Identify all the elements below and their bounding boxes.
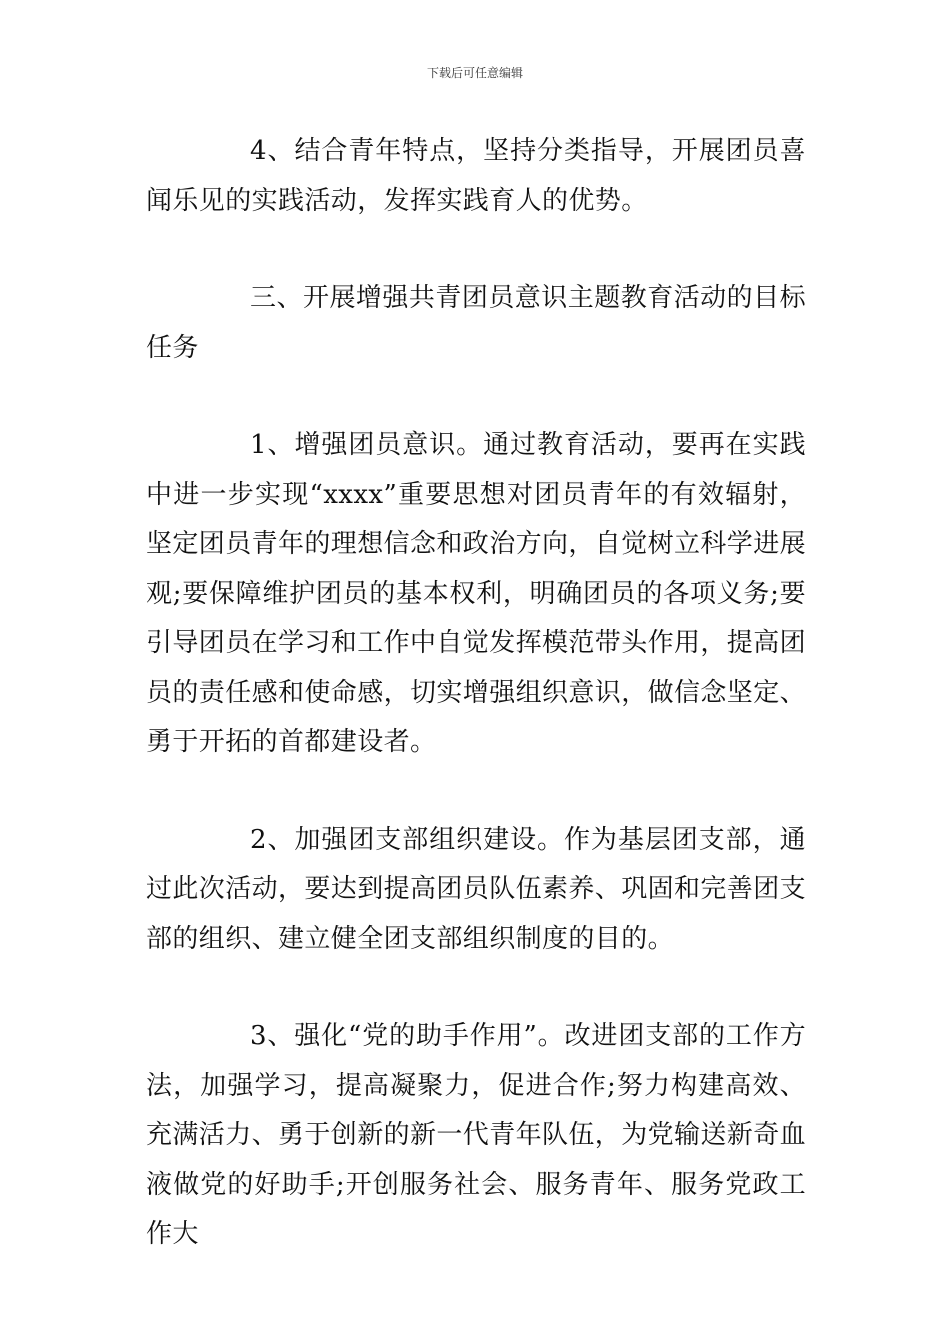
document-body bbox=[146, 127, 806, 1260]
paragraph-gap bbox=[146, 373, 806, 421]
paragraph-item-1: 1、增强团员意识。通过教育活动，要再在实践中进一步实现“xxxx”重要思想对团员青年的有效辐射，坚定团员青年的理想信念和政治方向，自觉树立科学进展观;要保障维护团员的基本权利，明确团员的各项义务;要引导团员在学习和工作中自觉发挥模范带头作用，提高团员的责任感和使命感，切实增强组织意识，做信念坚定、勇于开拓的首都建设者。 bbox=[146, 430, 807, 757]
paragraph-item-3: 3、强化“党的助手作用”。改进团支部的工作方法，加强学习，提高凝聚力，促进合作;努力构建高效、充满活力、勇于创新的新一代青年队伍，为党输送新奇血液做党的好助手;开创服务社会、服务青年、服务党政工作大 bbox=[146, 1021, 807, 1249]
paragraph-gap bbox=[146, 768, 806, 816]
paragraph-gap bbox=[146, 226, 806, 274]
section-heading-three: 三、开展增强共青团员意识主题教育活动的目标任务 bbox=[146, 283, 806, 363]
paragraph-item-2: 2、加强团支部组织建设。作为基层团支部，通过此次活动，要达到提高团员队伍素养、巩固和完善团支部的组织、建立健全团支部组织制度的目的。 bbox=[146, 824, 807, 954]
page-header-note: 下载后可任意编辑 bbox=[426, 66, 523, 80]
paragraph-item-4: 4、结合青年特点，坚持分类指导，开展团员喜闻乐见的实践活动，发挥实践育人的优势。 bbox=[146, 136, 806, 216]
paragraph-gap bbox=[146, 964, 806, 1012]
